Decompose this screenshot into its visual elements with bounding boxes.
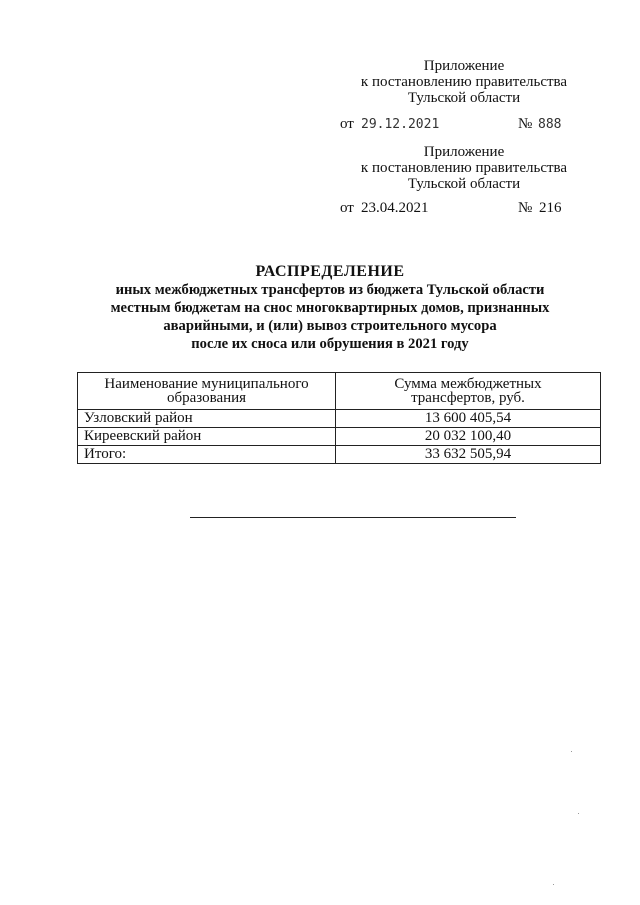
number-prefix: № xyxy=(518,200,533,216)
distribution-table xyxy=(77,372,601,464)
table-header-row xyxy=(78,373,601,410)
column-header-name: Наименование муниципального образования xyxy=(78,373,336,410)
date-prefix: от xyxy=(340,116,354,132)
appendix-resolution-line: к постановлению правительства xyxy=(360,74,568,90)
scan-speck xyxy=(578,813,579,814)
title-line: иных межбюджетных трансфертов из бюджета Тульской области xyxy=(115,282,545,298)
appendix-header-original xyxy=(344,144,584,192)
title-line: местным бюджетам на снос многоквартирных домов, признанных xyxy=(110,300,550,316)
column-header-sum: Сумма межбюджетных трансфертов, руб. xyxy=(336,373,601,410)
end-divider-line xyxy=(190,517,516,518)
scan-speck xyxy=(553,884,554,885)
total-sum: 33 632 505,94 xyxy=(336,446,601,464)
appendix-header-current xyxy=(344,58,584,106)
title-line: после их сноса или обрушения в 2021 году xyxy=(191,336,469,352)
table-total-row xyxy=(78,446,601,464)
resolution-dateline-original xyxy=(340,200,562,218)
appendix-label: Приложение xyxy=(423,144,505,160)
document-title-block xyxy=(80,262,580,353)
appendix-region-line: Тульской области xyxy=(407,90,521,106)
transfer-sum: 13 600 405,54 xyxy=(336,410,601,428)
appendix-region-line: Тульской области xyxy=(407,176,521,192)
municipality-name: Киреевский район xyxy=(78,428,336,446)
title-line: аварийными, и (или) вывоз строительного мусора xyxy=(163,318,497,334)
number-prefix: № xyxy=(518,116,533,132)
resolution-date: 29.12.2021 xyxy=(361,117,440,132)
transfer-sum: 20 032 100,40 xyxy=(336,428,601,446)
table-row xyxy=(78,410,601,428)
resolution-number: 216 xyxy=(539,200,562,216)
date-prefix: от xyxy=(340,200,354,216)
scan-speck xyxy=(571,751,572,752)
appendix-resolution-line: к постановлению правительства xyxy=(360,160,568,176)
appendix-label: Приложение xyxy=(423,58,505,74)
resolution-number: 888 xyxy=(538,117,562,132)
total-label: Итого: xyxy=(78,446,336,464)
municipality-name: Узловский район xyxy=(78,410,336,428)
table-row xyxy=(78,428,601,446)
resolution-dateline-current xyxy=(340,116,562,134)
resolution-date: 23.04.2021 xyxy=(361,200,429,216)
document-title: РАСПРЕДЕЛЕНИЕ xyxy=(255,263,405,280)
